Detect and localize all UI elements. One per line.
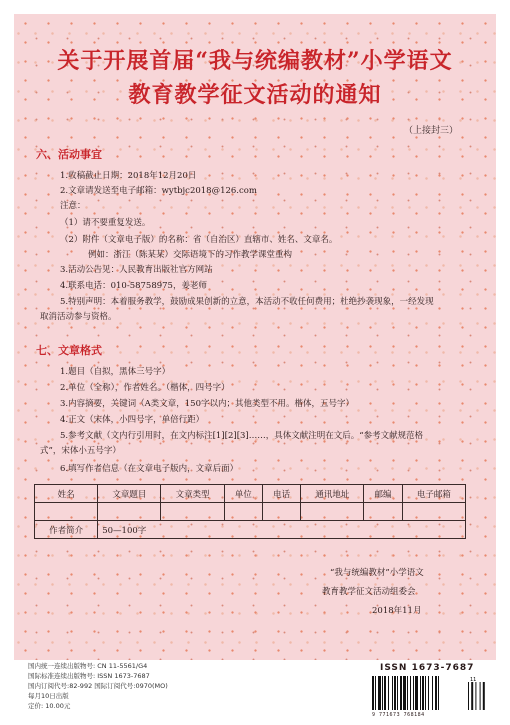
section-7-item: 2.单位（全称），作者姓名。（楷体，四号字） [60, 383, 230, 393]
issn-label: ISSN 1673-7687 [380, 663, 475, 673]
form-intro-label: 作者简介 [35, 521, 98, 539]
section-6-item: 注意： [60, 201, 86, 211]
section-7-item-5: 5.参考文献（文内行引用时，在文内标注[1][2][3]……，具体文献注明在文后。“参考文献规范格式”，宋体小五号字） [40, 431, 424, 456]
form-header-row [35, 485, 466, 503]
pink-page-background [14, 14, 496, 660]
footer-publish-date: 每月10日出版 [28, 692, 69, 700]
form-intro-value: 50—100字 [98, 521, 466, 539]
section-6-example: 例如：浙江（陈某某）交际语境下的习作教学课堂重构 [88, 250, 293, 260]
form-header-phone: 电话 [262, 485, 300, 503]
section-7-item-6: 6.填写作者信息（在文章电子版内，文章后面） [60, 464, 239, 474]
section-6-item: 1.收稿截止日期：2018年12月20日 [60, 171, 197, 181]
section-6-item: 3.活动公告见：人民教育出版社官方网站 [60, 265, 213, 275]
section-7-item: 1.题目（自拟，黑体三号字） [60, 367, 171, 377]
barcode-icon [370, 676, 490, 714]
form-header-type: 文章类型 [161, 485, 224, 503]
footer-issn-number: 国际标准连续出版物号: ISSN 1673-7687 [28, 672, 150, 680]
footer-subscription-codes: 国内订阅代号:82-992 国际订阅代号:0970(MO) [28, 682, 168, 690]
form-cell [262, 503, 300, 521]
signature-line-2: 教育教学征文活动组委会 [322, 587, 416, 597]
section-6-item: （1）请不要重复发送。 [60, 218, 151, 228]
signature-line-1: “我与统编教材”小学语文 [330, 568, 424, 578]
form-header-name: 姓名 [35, 485, 98, 503]
form-blank-row [35, 503, 466, 521]
section-7-item: 3.内容摘要，关键词（A类文章，150字以内；其他类型不用。楷体，五号字） [60, 399, 354, 409]
section-6-item: 4.联系电话：010-58758975，姜老师 [60, 281, 207, 291]
footer-cn-number: 国内统一连续出版物号: CN 11-5561/G4 [28, 662, 148, 670]
form-cell [364, 503, 402, 521]
form-header-zip: 邮编 [364, 485, 402, 503]
form-cell [301, 503, 364, 521]
form-cell [161, 503, 224, 521]
section-7-item: 4.正文（宋体，小四号字，单倍行距） [60, 415, 205, 425]
section-6-heading: 六、活动事宜 [36, 148, 102, 161]
section-6-item: 2.文章请发送至电子邮箱：wytbjc2018@126.com [60, 186, 257, 196]
form-cell [35, 503, 98, 521]
issue-code: 11 [470, 677, 477, 683]
section-7-heading: 七、文章格式 [36, 344, 102, 357]
continued-note: （上接封三） [403, 126, 458, 136]
notice-title-line-2: 教育教学征文活动的通知 [128, 82, 382, 108]
form-cell [402, 503, 465, 521]
notice-title-line-1: 关于开展首届“我与统编教材”小学语文 [57, 48, 453, 74]
form-header-address: 通讯地址 [301, 485, 364, 503]
form-cell [224, 503, 262, 521]
section-6-item-5: 5.特别声明：本着服务教学，鼓励成果创新的立意，本活动不收任何费用；杜绝抄袭现象，一经发现取消活动参与资格。 [40, 297, 434, 322]
signature-date: 2018年11月 [372, 606, 422, 616]
author-info-form [34, 484, 466, 539]
form-header-title: 文章题目 [98, 485, 161, 503]
form-intro-row [35, 521, 466, 539]
form-cell [98, 503, 161, 521]
section-6-item: （2）附件（文章电子版）的名称：省（自治区）直辖市、姓名、文章名。 [60, 235, 338, 245]
form-header-email: 电子邮箱 [402, 485, 465, 503]
footer-price: 定价: 10.00元 [28, 702, 71, 710]
form-header-unit: 单位 [224, 485, 262, 503]
barcode-number: 9 771673 768184 [372, 712, 425, 718]
